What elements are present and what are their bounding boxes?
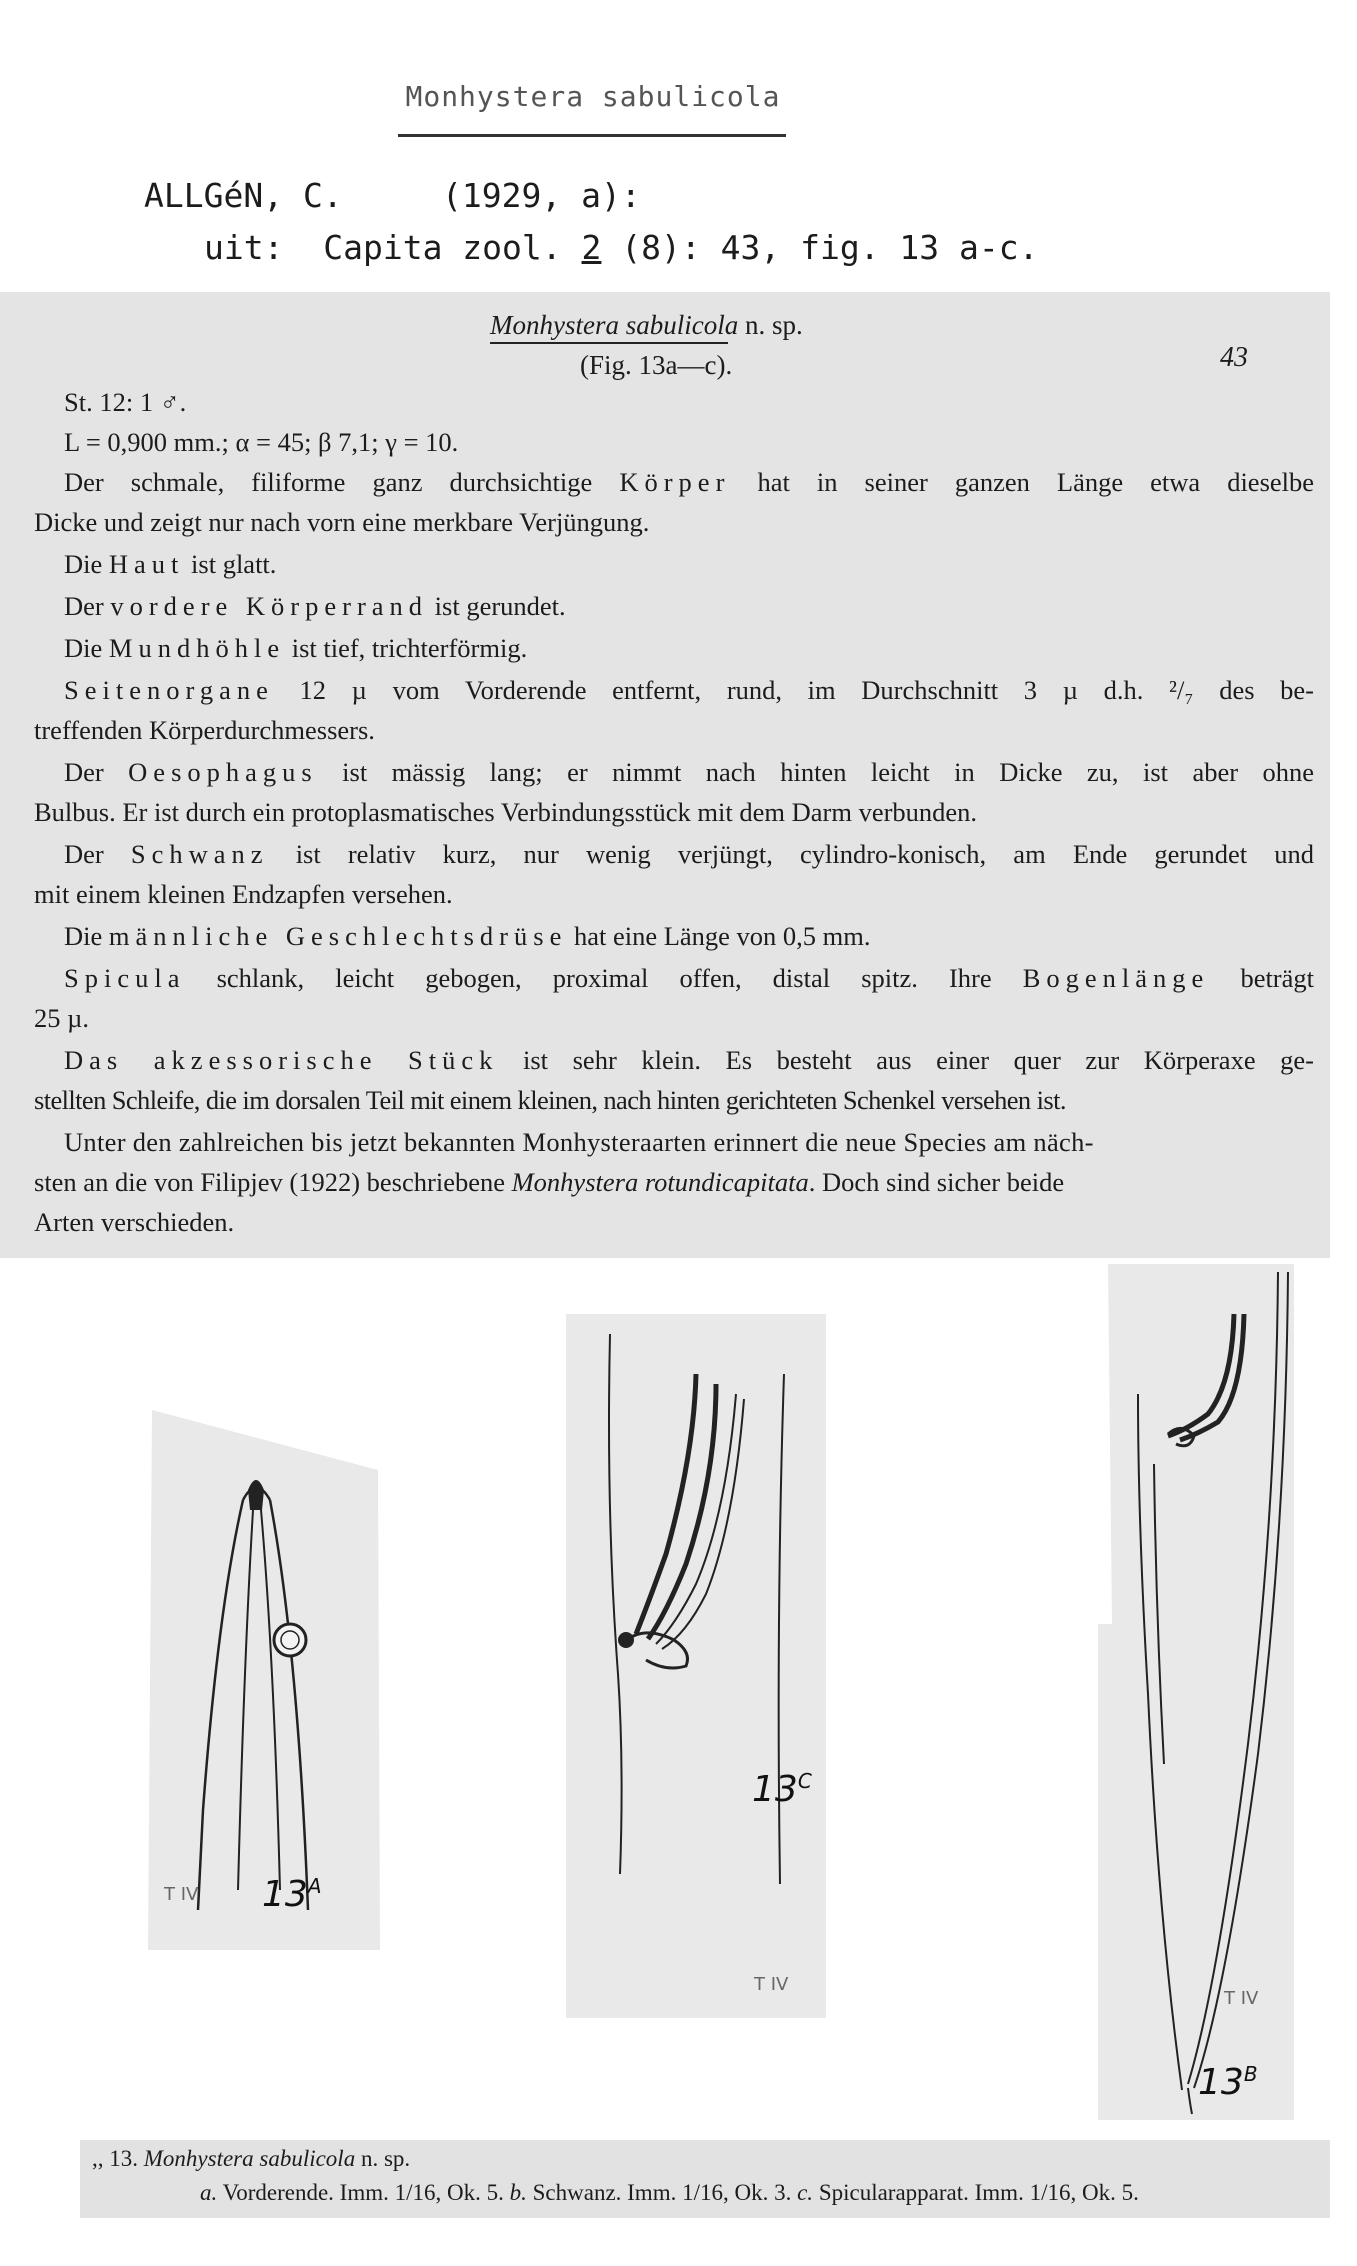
station-line: St. 12: 1 ♂. [64, 387, 187, 417]
spaced-term: männliche Geschlechtsdrüse [108, 921, 568, 951]
label-number: 13 [262, 1874, 308, 1915]
paragraph-comparison-end: Arten verschieden. [34, 1207, 235, 1237]
species-heading [490, 310, 803, 341]
figure-13c-drawing [566, 1314, 826, 2018]
citation-author-line [144, 176, 641, 215]
caption-species: Monhystera sabulicola [143, 2146, 356, 2171]
species-reference: Monhystera rotundicapitata [511, 1167, 809, 1197]
page-number: 43 [1220, 342, 1248, 373]
title-underline [398, 134, 786, 137]
record-title: Monhystera sabulicola [405, 80, 781, 113]
paragraph-spicula [64, 958, 1314, 998]
figure-13a-plate [148, 1410, 382, 1950]
paragraph-comparison-cont [34, 1162, 1314, 1202]
figure-13a-label [262, 1874, 322, 1915]
paragraph-lateral-organs [64, 670, 1314, 710]
source-prefix: uit: [204, 228, 284, 267]
caption-suffix: n. sp. [360, 2146, 411, 2171]
text: schlank, leicht gebogen, proximal offen, distal spitz. Ihre [216, 963, 992, 993]
text: beträgt [1240, 963, 1315, 993]
caption-c-label: c. [797, 2180, 814, 2205]
text: Der [64, 839, 104, 869]
text: hat eine Länge von 0,5 mm. [573, 921, 871, 951]
caption-number: ,, 13. [92, 2146, 138, 2171]
text: hat in seiner ganzen Länge etwa dieselbe [757, 467, 1315, 497]
figure-13a-drawing [148, 1410, 382, 1950]
text: ist mässig lang; er nimmt nach hinten leicht in Dicke zu, ist aber ohne [342, 757, 1315, 787]
text: Die [64, 633, 103, 663]
text: Der schmale, filiforme ganz durchsichtige [64, 467, 593, 497]
paragraph-anterior [64, 586, 1344, 626]
figure-13b-drawing [1098, 1264, 1294, 2120]
figure-13b-plate [1098, 1264, 1294, 2120]
paragraph-lateral-organs-cont: treffenden Körperdurchmessers. [34, 715, 375, 745]
spaced-term: Das akzessorische Stück [64, 1045, 499, 1075]
description-clipping [0, 292, 1330, 1258]
text: ist tief, trichterförmig. [291, 633, 528, 663]
caption-a-text: Vorderende. Imm. 1/16, Ok. 5. [222, 2180, 504, 2205]
paragraph-oesophagus [64, 752, 1314, 792]
label-number: 13 [1198, 2062, 1244, 2103]
citation-rest: (8): 43, fig. 13 a-c. [621, 228, 1039, 267]
figure-13b-mark: T IV [1224, 1988, 1259, 2009]
journal: Capita zool. [323, 228, 562, 267]
author: ALLGéN, C. [144, 176, 343, 215]
figure-13c-mark: T IV [754, 1974, 789, 1995]
caption-c-text: Spicularapparat. Imm. 1/16, Ok. 5. [818, 2180, 1139, 2205]
species-heading-underline [490, 342, 728, 344]
paragraph-accessory [64, 1040, 1314, 1080]
spaced-term: Körper [619, 467, 731, 497]
figure-13a-mark: T IV [164, 1884, 199, 1905]
spaced-term: Mundhöhle [108, 633, 286, 663]
figure-13c-plate [566, 1314, 826, 2018]
caption-a-label: a. [200, 2180, 218, 2205]
text: Der [64, 591, 104, 621]
spaced-term: Bogenlänge [1022, 963, 1210, 993]
paragraph-accessory-cont: stellten Schleife, die im dorsalen Teil mit einem kleinen, nach hinten gerichteten Schenkel versehen ist. [34, 1085, 1066, 1115]
spaced-term: Spicula [64, 963, 186, 993]
paragraph-mouth [64, 628, 1344, 668]
species-suffix: n. sp. [744, 310, 803, 340]
paragraph-body [64, 462, 1314, 502]
figure-reference: (Fig. 13a—c). [580, 350, 733, 380]
paragraph-spicula-cont: 25 µ. [34, 1003, 90, 1033]
spaced-term: Seitenorgane [64, 675, 274, 705]
figure-caption [80, 2140, 1330, 2218]
citation-source-line [204, 228, 1039, 267]
text: Die [64, 921, 103, 951]
text: Die [64, 549, 103, 579]
spaced-term: vordere Körperrand [110, 591, 429, 621]
volume: 2 [581, 228, 602, 267]
measurements-line: L = 0,900 mm.; α = 45; β 7,1; γ = 10. [64, 427, 459, 457]
species-name: Monhystera sabulicola [490, 310, 739, 340]
figure-13b-label [1198, 2062, 1258, 2103]
spaced-term: Oesophagus [128, 757, 318, 787]
text: ist sehr klein. Es besteht aus einer quer zur Körperaxe ge- [523, 1045, 1314, 1075]
spaced-term: Schwanz [130, 839, 269, 869]
text: sten an die von Filipjev (1922) beschriebene [34, 1167, 505, 1197]
caption-line-1 [92, 2146, 410, 2172]
figure-13c-label [752, 1769, 812, 1810]
text: ist relativ kurz, nur wenig verjüngt, cylindro-konisch, am Ende gerundet und [295, 839, 1314, 869]
paragraph-tail-cont: mit einem kleinen Endzapfen versehen. [34, 879, 453, 909]
caption-line-2 [200, 2180, 1139, 2206]
year: (1929, a): [442, 176, 641, 215]
paragraph-body-cont: Dicke und zeigt nur nach vorn eine merkbare Verjüngung. [34, 507, 650, 537]
label-letter: C [797, 1769, 812, 1793]
caption-b-text: Schwanz. Imm. 1/16, Ok. 3. [532, 2180, 792, 2205]
paragraph-comparison: Unter den zahlreichen bis jetzt bekannten Monhysteraarten erinnert die neue Species am näch- [64, 1127, 1094, 1157]
text: . Doch sind sicher beide [808, 1167, 1065, 1197]
label-letter: B [1243, 2062, 1258, 2086]
text: 12 µ vom Vorderende entfernt, rund, im Durchschnitt 3 µ d.h. ²/₇ des be- [299, 675, 1315, 705]
paragraph-skin [64, 544, 1344, 584]
text: ist glatt. [191, 549, 277, 579]
label-number: 13 [752, 1769, 798, 1810]
paragraph-tail [64, 834, 1314, 874]
label-letter: A [307, 1874, 322, 1898]
paragraph-oesophagus-cont: Bulbus. Er ist durch ein protoplasmatisches Verbindungsstück mit dem Darm verbunden. [34, 797, 978, 827]
paragraph-gonad [64, 916, 1344, 956]
caption-b-label: b. [509, 2180, 527, 2205]
spaced-term: Haut [108, 549, 185, 579]
text: Der [64, 757, 104, 787]
text: ist gerundet. [434, 591, 566, 621]
